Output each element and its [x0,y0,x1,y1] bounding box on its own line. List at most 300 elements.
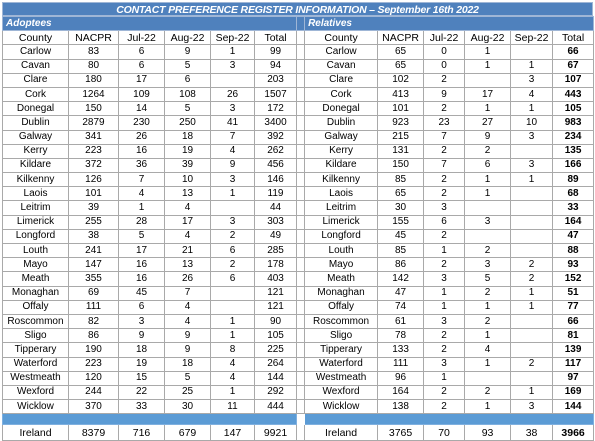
adoptees-value-cell: 3 [211,59,255,73]
adoptees-value-cell: 341 [69,130,119,144]
relatives-value-cell: 1 [424,286,465,300]
adoptees-value-cell: 13 [165,187,211,201]
column-spacer [297,187,305,201]
table-row [3,329,594,343]
adoptees-value-cell: 45 [119,286,165,300]
relatives-value-cell: 9 [424,87,465,101]
adoptees-value-cell: 30 [165,400,211,414]
relatives-value-cell: 131 [378,144,424,158]
column-spacer [297,158,305,172]
adoptees-value-cell: 101 [69,187,119,201]
relatives-county-cell: Kilkenny [305,173,378,187]
table-row [3,343,594,357]
adoptees-value-cell: 5 [165,59,211,73]
table-row [3,102,594,116]
adoptees-value-cell: 223 [69,144,119,158]
table-row [3,300,594,314]
table-row [3,59,594,73]
relatives-value-cell: 2 [465,144,511,158]
adoptees-value-cell: 7 [211,130,255,144]
adoptees-county-cell: Meath [3,272,69,286]
table-row [3,272,594,286]
relatives-value-cell: 5 [465,272,511,286]
adoptees-value-cell: 17 [119,244,165,258]
column-spacer [297,425,305,441]
column-spacer [297,215,305,229]
adoptees-value-cell: 86 [69,329,119,343]
relatives-value-cell [465,201,511,215]
table-row [3,400,594,414]
column-spacer [297,17,305,31]
column-spacer [297,258,305,272]
relatives-value-cell: 3 [511,130,553,144]
relatives-value-cell: 0 [424,45,465,59]
adoptees-value-cell: 25 [165,385,211,399]
adoptees-county-cell: Monaghan [3,286,69,300]
table-row [3,158,594,172]
relatives-separator [305,414,594,425]
relatives-value-cell: 74 [378,300,424,314]
relatives-value-cell: 65 [378,45,424,59]
adoptees-value-cell: 150 [69,102,119,116]
adoptees-value-cell: 146 [255,173,297,187]
relatives-value-cell: 169 [553,385,594,399]
table-row [3,286,594,300]
adoptees-column-header: Sep-22 [211,31,255,45]
relatives-county-cell: Cork [305,87,378,101]
adoptees-value-cell: 3 [211,173,255,187]
relatives-value-cell: 3 [511,158,553,172]
relatives-value-cell: 1 [465,173,511,187]
relatives-value-cell [511,215,553,229]
column-spacer [297,357,305,371]
adoptees-value-cell: 456 [255,158,297,172]
adoptees-value-cell: 105 [255,329,297,343]
relatives-value-cell: 3 [424,272,465,286]
relatives-value-cell: 1 [465,102,511,116]
relatives-total-cell: 38 [511,425,553,441]
relatives-value-cell: 3 [511,73,553,87]
relatives-value-cell: 10 [511,116,553,130]
adoptees-value-cell: 49 [255,229,297,243]
adoptees-column-header: County [3,31,69,45]
relatives-value-cell: 133 [378,343,424,357]
adoptees-value-cell [211,201,255,215]
relatives-value-cell: 1 [465,357,511,371]
adoptees-value-cell: 13 [165,258,211,272]
relatives-value-cell: 1 [511,59,553,73]
adoptees-value-cell: 16 [119,258,165,272]
relatives-county-cell: Offaly [305,300,378,314]
relatives-county-cell: Galway [305,130,378,144]
adoptees-county-cell: Dublin [3,116,69,130]
relatives-value-cell [511,329,553,343]
adoptees-value-cell: 39 [69,201,119,215]
relatives-value-cell: 66 [553,314,594,328]
relatives-value-cell [511,244,553,258]
adoptees-value-cell: 3 [211,215,255,229]
column-spacer [297,300,305,314]
adoptees-value-cell [211,300,255,314]
adoptees-county-cell: Cavan [3,59,69,73]
relatives-value-cell: 107 [553,73,594,87]
adoptees-county-cell: Donegal [3,102,69,116]
adoptees-county-cell: Kerry [3,144,69,158]
relatives-value-cell: 81 [553,329,594,343]
table-row [3,45,594,59]
adoptees-value-cell: 17 [119,73,165,87]
adoptees-value-cell: 6 [165,73,211,87]
relatives-column-header: Jul-22 [424,31,465,45]
relatives-value-cell: 1 [511,286,553,300]
relatives-county-cell: Waterford [305,357,378,371]
adoptees-value-cell: 178 [255,258,297,272]
adoptees-value-cell: 5 [165,371,211,385]
relatives-value-cell: 138 [378,400,424,414]
column-header-row [3,31,594,45]
adoptees-value-cell: 121 [255,286,297,300]
separator-row [3,414,594,425]
relatives-value-cell: 1 [465,187,511,201]
relatives-county-cell: Roscommon [305,314,378,328]
relatives-county-cell: Meath [305,272,378,286]
adoptees-value-cell: 121 [255,300,297,314]
adoptees-value-cell: 262 [255,144,297,158]
relatives-value-cell: 2 [511,272,553,286]
table-row [3,73,594,87]
adoptees-value-cell: 355 [69,272,119,286]
adoptees-county-cell: Waterford [3,357,69,371]
adoptees-value-cell: 28 [119,215,165,229]
adoptees-value-cell: 4 [211,357,255,371]
relatives-value-cell: 2 [424,173,465,187]
column-spacer [297,59,305,73]
adoptees-value-cell: 2 [211,258,255,272]
adoptees-value-cell: 22 [119,385,165,399]
adoptees-value-cell: 244 [69,385,119,399]
adoptees-county-cell: Sligo [3,329,69,343]
relatives-value-cell: 2 [424,343,465,357]
adoptees-value-cell: 230 [119,116,165,130]
table-row [3,244,594,258]
relatives-value-cell: 1 [465,400,511,414]
adoptees-total-cell: 9921 [255,425,297,441]
relatives-value-cell [511,187,553,201]
table-row [3,173,594,187]
adoptees-value-cell: 6 [119,59,165,73]
relatives-value-cell: 17 [465,87,511,101]
table-row [3,187,594,201]
adoptees-county-cell: Galway [3,130,69,144]
adoptees-value-cell: 15 [119,371,165,385]
relatives-value-cell: 2 [424,73,465,87]
adoptees-value-cell: 4 [165,314,211,328]
adoptees-value-cell: 7 [119,173,165,187]
adoptees-value-cell: 1 [211,314,255,328]
adoptees-value-cell: 1 [211,385,255,399]
relatives-value-cell [511,371,553,385]
table-row [3,144,594,158]
relatives-value-cell: 105 [553,102,594,116]
relatives-value-cell: 3 [511,400,553,414]
relatives-value-cell: 3 [424,314,465,328]
relatives-value-cell: 85 [378,244,424,258]
adoptees-county-cell: Leitrim [3,201,69,215]
relatives-value-cell: 47 [378,286,424,300]
relatives-value-cell: 3 [465,215,511,229]
adoptees-county-cell: Westmeath [3,371,69,385]
adoptees-county-cell: Roscommon [3,314,69,328]
relatives-value-cell: 2 [424,385,465,399]
table-row [3,130,594,144]
table-row [3,371,594,385]
relatives-value-cell: 2 [424,400,465,414]
adoptees-value-cell: 26 [119,130,165,144]
adoptees-value-cell: 9 [119,329,165,343]
relatives-value-cell: 4 [511,87,553,101]
adoptees-value-cell: 225 [255,343,297,357]
adoptees-value-cell: 41 [211,116,255,130]
relatives-county-cell: Donegal [305,102,378,116]
adoptees-value-cell: 18 [119,343,165,357]
adoptees-value-cell: 9 [211,158,255,172]
table-row [3,258,594,272]
relatives-column-header: Total [553,31,594,45]
relatives-county-cell: Dublin [305,116,378,130]
adoptees-value-cell: 9 [165,329,211,343]
relatives-section-label: Relatives [305,17,594,31]
adoptees-value-cell: 36 [119,158,165,172]
relatives-total-cell: Ireland [305,425,378,441]
relatives-value-cell: 2 [511,258,553,272]
relatives-value-cell: 4 [465,343,511,357]
relatives-value-cell [511,314,553,328]
adoptees-value-cell: 9 [165,45,211,59]
column-spacer [297,286,305,300]
adoptees-value-cell: 19 [165,144,211,158]
relatives-county-cell: Kildare [305,158,378,172]
adoptees-value-cell: 38 [69,229,119,243]
adoptees-value-cell: 292 [255,385,297,399]
relatives-value-cell [511,144,553,158]
relatives-value-cell: 2 [511,357,553,371]
relatives-value-cell: 142 [378,272,424,286]
adoptees-value-cell: 444 [255,400,297,414]
relatives-value-cell [465,73,511,87]
relatives-value-cell: 139 [553,343,594,357]
section-header-row [3,17,594,31]
adoptees-value-cell: 3 [211,102,255,116]
relatives-value-cell: 3 [424,357,465,371]
adoptees-total-cell: Ireland [3,425,69,441]
adoptees-value-cell: 26 [211,87,255,101]
adoptees-county-cell: Longford [3,229,69,243]
adoptees-value-cell: 19 [119,357,165,371]
relatives-total-cell: 93 [465,425,511,441]
relatives-value-cell: 1 [424,371,465,385]
relatives-value-cell: 135 [553,144,594,158]
adoptees-value-cell: 11 [211,400,255,414]
relatives-value-cell: 413 [378,87,424,101]
adoptees-county-cell: Laois [3,187,69,201]
relatives-value-cell: 66 [553,45,594,59]
adoptees-value-cell: 2879 [69,116,119,130]
relatives-county-cell: Limerick [305,215,378,229]
relatives-value-cell: 2 [424,258,465,272]
adoptees-value-cell: 99 [255,45,297,59]
adoptees-value-cell: 108 [165,87,211,101]
adoptees-value-cell: 7 [165,286,211,300]
adoptees-county-cell: Mayo [3,258,69,272]
relatives-value-cell: 1 [465,300,511,314]
adoptees-column-header: Aug-22 [165,31,211,45]
adoptees-value-cell: 3 [119,314,165,328]
relatives-value-cell: 2 [424,187,465,201]
table-row [3,357,594,371]
table-row [3,229,594,243]
adoptees-county-cell: Cork [3,87,69,101]
adoptees-value-cell: 1 [211,45,255,59]
relatives-value-cell: 27 [465,116,511,130]
relatives-county-cell: Wicklow [305,400,378,414]
column-spacer [297,371,305,385]
relatives-value-cell: 443 [553,87,594,101]
column-spacer [297,31,305,45]
relatives-county-cell: Westmeath [305,371,378,385]
relatives-value-cell: 2 [465,244,511,258]
relatives-value-cell [465,371,511,385]
relatives-value-cell: 102 [378,73,424,87]
adoptees-value-cell: 14 [119,102,165,116]
table-row [3,201,594,215]
column-spacer [297,201,305,215]
adoptees-value-cell: 5 [165,102,211,116]
relatives-value-cell: 30 [378,201,424,215]
adoptees-column-header: Total [255,31,297,45]
relatives-value-cell: 96 [378,371,424,385]
relatives-value-cell: 23 [424,116,465,130]
relatives-value-cell: 85 [378,173,424,187]
relatives-value-cell: 164 [553,215,594,229]
adoptees-value-cell: 21 [165,244,211,258]
column-spacer [297,130,305,144]
adoptees-value-cell: 180 [69,73,119,87]
adoptees-value-cell: 120 [69,371,119,385]
adoptees-value-cell: 83 [69,45,119,59]
relatives-column-header: County [305,31,378,45]
relatives-county-cell: Tipperary [305,343,378,357]
adoptees-value-cell: 80 [69,59,119,73]
adoptees-county-cell: Kildare [3,158,69,172]
relatives-value-cell: 6 [424,215,465,229]
adoptees-value-cell: 1 [119,201,165,215]
relatives-county-cell: Laois [305,187,378,201]
column-spacer [297,173,305,187]
adoptees-value-cell: 111 [69,300,119,314]
relatives-value-cell: 2 [465,286,511,300]
relatives-value-cell: 215 [378,130,424,144]
relatives-value-cell [511,201,553,215]
adoptees-value-cell: 8 [211,343,255,357]
adoptees-county-cell: Wexford [3,385,69,399]
column-spacer [297,229,305,243]
column-spacer [297,400,305,414]
adoptees-value-cell: 82 [69,314,119,328]
relatives-county-cell: Longford [305,229,378,243]
relatives-value-cell [465,229,511,243]
relatives-value-cell [511,229,553,243]
adoptees-county-cell: Wicklow [3,400,69,414]
column-spacer [297,244,305,258]
relatives-value-cell: 93 [553,258,594,272]
relatives-value-cell: 923 [378,116,424,130]
relatives-value-cell: 2 [424,329,465,343]
relatives-value-cell: 1 [511,385,553,399]
adoptees-county-cell: Clare [3,73,69,87]
table-row [3,116,594,130]
adoptees-county-cell: Louth [3,244,69,258]
adoptees-total-cell: 8379 [69,425,119,441]
adoptees-value-cell: 33 [119,400,165,414]
adoptees-value-cell: 147 [69,258,119,272]
adoptees-value-cell: 26 [165,272,211,286]
adoptees-county-cell: Limerick [3,215,69,229]
adoptees-value-cell: 18 [165,130,211,144]
adoptees-value-cell: 4 [165,229,211,243]
adoptees-value-cell: 144 [255,371,297,385]
column-spacer [297,144,305,158]
adoptees-value-cell: 69 [69,286,119,300]
adoptees-value-cell: 4 [119,187,165,201]
adoptees-value-cell [211,286,255,300]
relatives-value-cell: 111 [378,357,424,371]
adoptees-value-cell: 90 [255,314,297,328]
relatives-value-cell: 97 [553,371,594,385]
adoptees-value-cell: 264 [255,357,297,371]
relatives-value-cell: 0 [424,59,465,73]
adoptees-value-cell: 172 [255,102,297,116]
column-spacer [297,314,305,328]
relatives-value-cell: 983 [553,116,594,130]
relatives-county-cell: Carlow [305,45,378,59]
relatives-county-cell: Cavan [305,59,378,73]
adoptees-value-cell: 4 [211,371,255,385]
relatives-value-cell: 1 [511,300,553,314]
relatives-county-cell: Wexford [305,385,378,399]
adoptees-county-cell: Tipperary [3,343,69,357]
adoptees-value-cell: 4 [165,300,211,314]
adoptees-total-cell: 679 [165,425,211,441]
column-spacer [297,73,305,87]
relatives-value-cell: 1 [511,173,553,187]
adoptees-value-cell: 5 [119,229,165,243]
relatives-column-header: NACPR [378,31,424,45]
adoptees-column-header: NACPR [69,31,119,45]
adoptees-total-cell: 716 [119,425,165,441]
adoptees-value-cell: 109 [119,87,165,101]
adoptees-total-cell: 147 [211,425,255,441]
relatives-county-cell: Mayo [305,258,378,272]
relatives-value-cell: 3 [465,258,511,272]
relatives-column-header: Aug-22 [465,31,511,45]
adoptees-separator [3,414,297,425]
register-table [2,16,594,441]
table-row [3,385,594,399]
adoptees-value-cell: 126 [69,173,119,187]
adoptees-value-cell: 9 [165,343,211,357]
column-spacer [297,102,305,116]
relatives-value-cell: 117 [553,357,594,371]
